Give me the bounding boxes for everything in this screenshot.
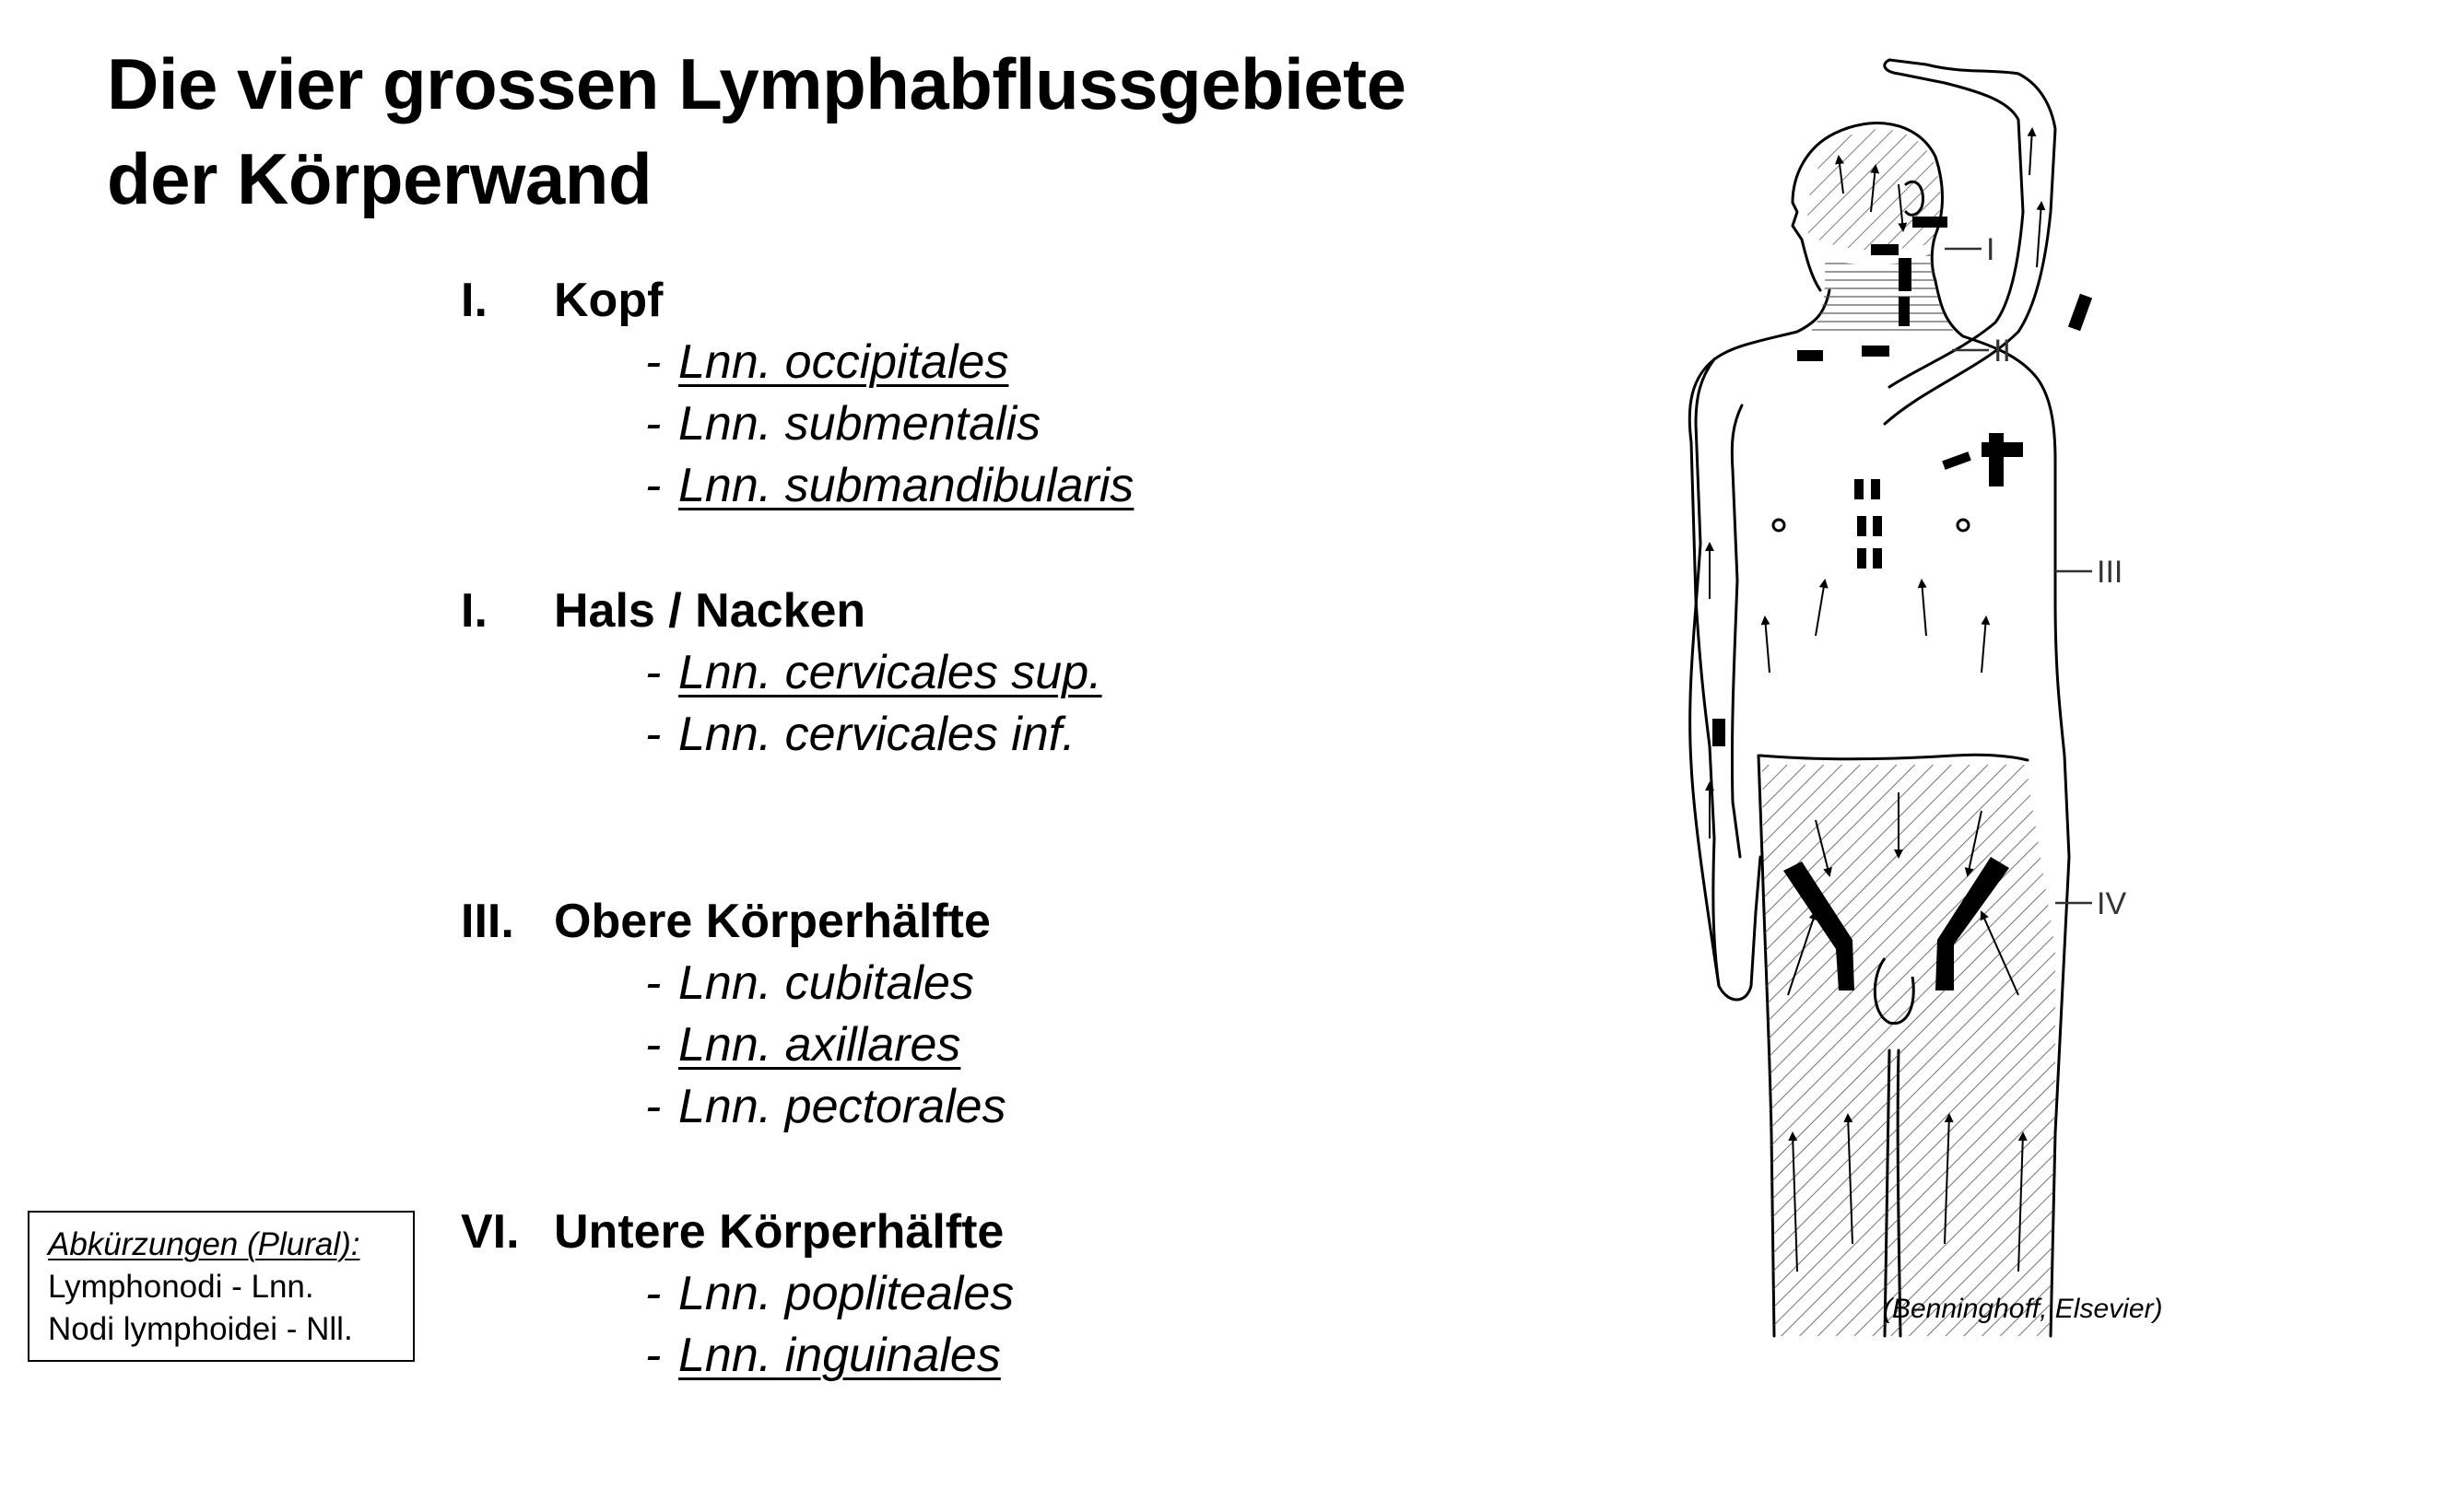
abbreviation-legend (28, 1211, 415, 1362)
lymph-node-name: Lnn. submentalis (678, 397, 1041, 451)
list-item (461, 1014, 1475, 1076)
region-label-iv: IV (2097, 886, 2127, 921)
region-label-ii: II (1993, 334, 2011, 369)
list-item (461, 642, 1475, 704)
section-numeral: I. (461, 584, 488, 638)
list-item (461, 393, 1475, 455)
lymph-node-name: Lnn. inguinales (678, 1329, 1001, 1382)
lymph-node-name: Lnn. popliteales (678, 1267, 1015, 1320)
item-dash: - (645, 459, 662, 512)
lymph-node-name: Lnn. cubitales (678, 956, 974, 1010)
waist-line (1760, 755, 2028, 760)
slide-title (107, 37, 1406, 227)
abbreviation-line: Lymphonodi - Lnn. (48, 1269, 314, 1305)
list-item (461, 1076, 1475, 1138)
lymph-node-name: Lnn. pectorales (678, 1080, 1006, 1133)
lower-body-region-shading (1762, 765, 2055, 1336)
item-dash: - (645, 646, 662, 699)
section-title: Hals / Nacken (554, 584, 866, 638)
item-dash: - (645, 956, 662, 1010)
section-head-region (461, 270, 1475, 580)
lymph-node-name: Lnn. axillares (678, 1018, 961, 1072)
section-title: Untere Körperhälfte (554, 1205, 1005, 1259)
item-dash: - (645, 708, 662, 761)
section-numeral: I. (461, 274, 488, 327)
abbreviation-line: Nodi lymphoidei - Nll. (48, 1311, 353, 1347)
lymph-node-name: Lnn. submandibularis (678, 459, 1135, 512)
section-upper-body-region (461, 891, 1475, 1201)
list-item (461, 332, 1475, 393)
region-label-iii: III (2097, 555, 2123, 590)
item-dash: - (645, 1080, 662, 1133)
item-dash: - (645, 1267, 662, 1320)
lymph-node-name: Lnn. cervicales sup. (678, 646, 1102, 699)
lymph-drainage-figure (1465, 28, 2203, 1345)
item-dash: - (645, 335, 662, 389)
list-item (461, 455, 1475, 517)
region-label-i: I (1986, 232, 1995, 267)
item-dash: - (645, 397, 662, 451)
image-credit: (Benninghoff, Elsevier) (1883, 1294, 2163, 1324)
title-line-1: Die vier grossen Lymphabflussgebiete (107, 43, 1406, 124)
section-lower-body-region (461, 1201, 1475, 1512)
item-dash: - (645, 1329, 662, 1382)
title-line-2: der Körperwand (107, 138, 653, 219)
section-title: Kopf (554, 274, 664, 327)
lymph-node-name: Lnn. occipitales (678, 335, 1009, 389)
list-item (461, 1325, 1475, 1387)
abbreviation-title: Abkürzungen (Plural): (48, 1226, 360, 1262)
list-item (461, 1263, 1475, 1325)
section-title: Obere Körperhälfte (554, 895, 991, 948)
drainage-region-list (461, 270, 1475, 1512)
neck-region-shading (1806, 253, 1958, 336)
section-neck-region (461, 580, 1475, 891)
list-item (461, 704, 1475, 766)
lymph-node-name: Lnn. cervicales inf. (678, 708, 1076, 761)
hanging-arm-outline (1690, 359, 1760, 1000)
list-item (461, 953, 1475, 1014)
section-numeral: VI. (461, 1205, 520, 1259)
section-numeral: III. (461, 895, 514, 948)
item-dash: - (645, 1018, 662, 1072)
